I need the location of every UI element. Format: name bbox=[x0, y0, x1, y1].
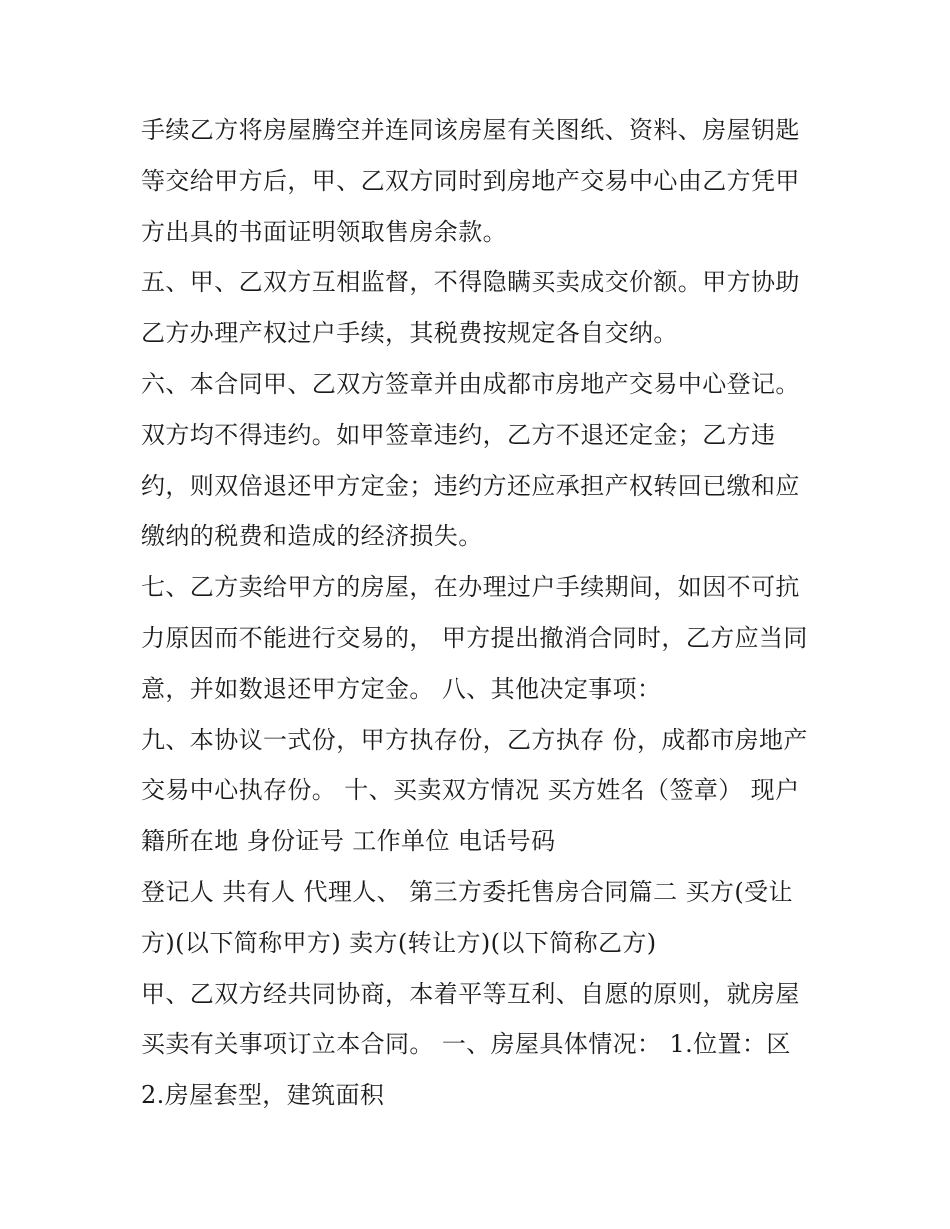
paragraph-agreement-intro: 甲、乙双方经共同协商，本着平等互利、自愿的原则，就房屋买卖有关事项订立本合同。 一、房屋具体情况： 1.位置：区 bbox=[141, 979, 800, 1059]
paragraph-clause-six: 六、本合同甲、乙双方签章并由成都市房地产交易中心登记。双方均不得违约。如甲签章违约，乙方不退还定金；乙方违约，则双倍退还甲方定金；违约方还应承担产权转回已缴和应缴纳的税费和造成的经济损失。 bbox=[141, 369, 800, 551]
paragraph-clause-nine-ten: 九、本协议一式份，甲方执存份，乙方执存 份，成都市房地产交易中心执存份。 十、买卖双方情况 买方姓名（签章） 现户籍所在地 身份证号 工作单位 电话号码 bbox=[141, 725, 808, 856]
contract-text-body bbox=[141, 105, 821, 1121]
paragraph-clause-seven-eight: 七、乙方卖给甲方的房屋，在办理过户手续期间，如因不可抗力原因而不能进行交易的， 甲方提出撤消合同时，乙方应当同意，并如数退还甲方定金。 八、其他决定事项： bbox=[141, 573, 808, 703]
paragraph-handover-keys: 手续乙方将房屋腾空并连同该房屋有关图纸、资料、房屋钥匙等交给甲方后，甲、乙双方同时到房地产交易中心由乙方凭甲方出具的书面证明领取售房余款。 bbox=[141, 116, 800, 246]
paragraph-clause-five: 五、甲、乙双方互相监督，不得隐瞒买卖成交价额。甲方协助乙方办理产权过户手续，其税费按规定各自交纳。 bbox=[141, 268, 800, 348]
paragraph-registrant-contract-two: 登记人 共有人 代理人、 第三方委托售房合同篇二 买方(受让方)(以下简称甲方) 卖方(转让方)(以下简称乙方) bbox=[141, 877, 793, 957]
paragraph-house-type: 2.房屋套型，建筑面积 bbox=[141, 1081, 385, 1110]
